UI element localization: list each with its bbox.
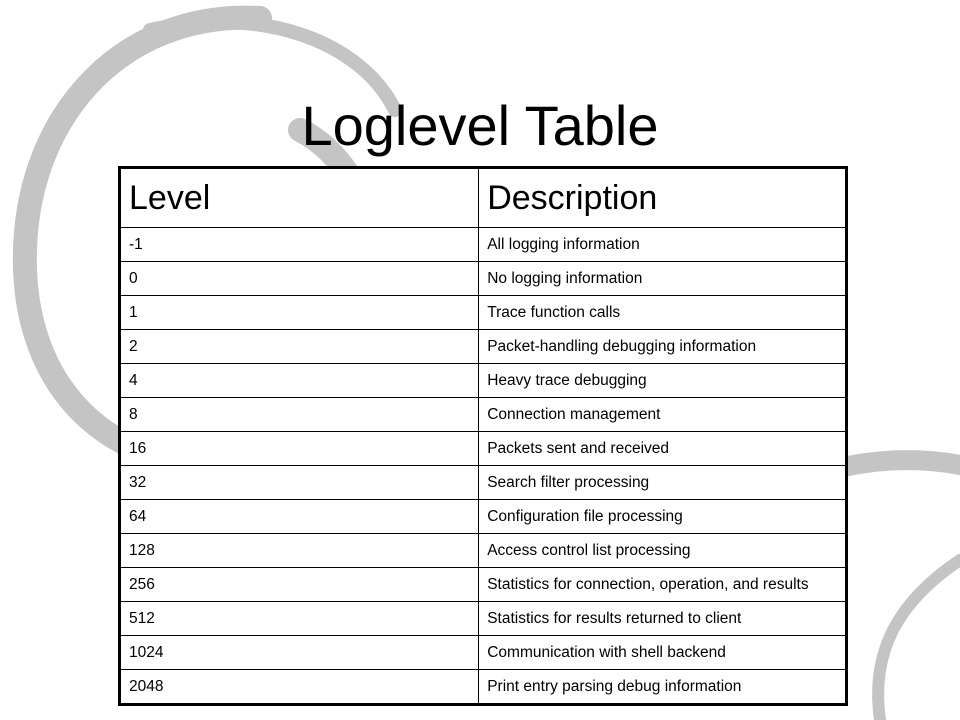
level-cell: 32 xyxy=(120,466,479,500)
level-cell: 512 xyxy=(120,602,479,636)
description-cell: Access control list processing xyxy=(479,534,847,568)
table-row xyxy=(120,228,847,262)
header-description: Description xyxy=(479,168,847,228)
table-header-row xyxy=(120,168,847,228)
level-cell: -1 xyxy=(120,228,479,262)
description-cell: Search filter processing xyxy=(479,466,847,500)
swirl-bottom-tail xyxy=(878,560,960,720)
table-row xyxy=(120,262,847,296)
description-cell: Trace function calls xyxy=(479,296,847,330)
description-cell: Packet-handling debugging information xyxy=(479,330,847,364)
level-cell: 64 xyxy=(120,500,479,534)
level-cell: 128 xyxy=(120,534,479,568)
table-row xyxy=(120,398,847,432)
description-cell: Packets sent and received xyxy=(479,432,847,466)
table-row xyxy=(120,534,847,568)
description-cell: Configuration file processing xyxy=(479,500,847,534)
level-cell: 0 xyxy=(120,262,479,296)
level-cell: 4 xyxy=(120,364,479,398)
level-cell: 2048 xyxy=(120,670,479,705)
description-cell: Statistics for connection, operation, and results xyxy=(479,568,847,602)
table-row xyxy=(120,602,847,636)
header-level: Level xyxy=(120,168,479,228)
table-row xyxy=(120,296,847,330)
level-cell: 1024 xyxy=(120,636,479,670)
description-cell: Print entry parsing debug information xyxy=(479,670,847,705)
level-cell: 8 xyxy=(120,398,479,432)
table-row xyxy=(120,364,847,398)
table-row xyxy=(120,432,847,466)
description-cell: Statistics for results returned to client xyxy=(479,602,847,636)
level-cell: 16 xyxy=(120,432,479,466)
table-row xyxy=(120,500,847,534)
loglevel-table xyxy=(118,166,848,706)
level-cell: 256 xyxy=(120,568,479,602)
table-row xyxy=(120,670,847,705)
description-cell: Connection management xyxy=(479,398,847,432)
table-body xyxy=(120,228,847,705)
table-row xyxy=(120,636,847,670)
description-cell: Communication with shell backend xyxy=(479,636,847,670)
table-row xyxy=(120,330,847,364)
page-title: Loglevel Table xyxy=(301,94,659,157)
description-cell: All logging information xyxy=(479,228,847,262)
table-row xyxy=(120,568,847,602)
table-row xyxy=(120,466,847,500)
description-cell: No logging information xyxy=(479,262,847,296)
level-cell: 2 xyxy=(120,330,479,364)
description-cell: Heavy trace debugging xyxy=(479,364,847,398)
level-cell: 1 xyxy=(120,296,479,330)
